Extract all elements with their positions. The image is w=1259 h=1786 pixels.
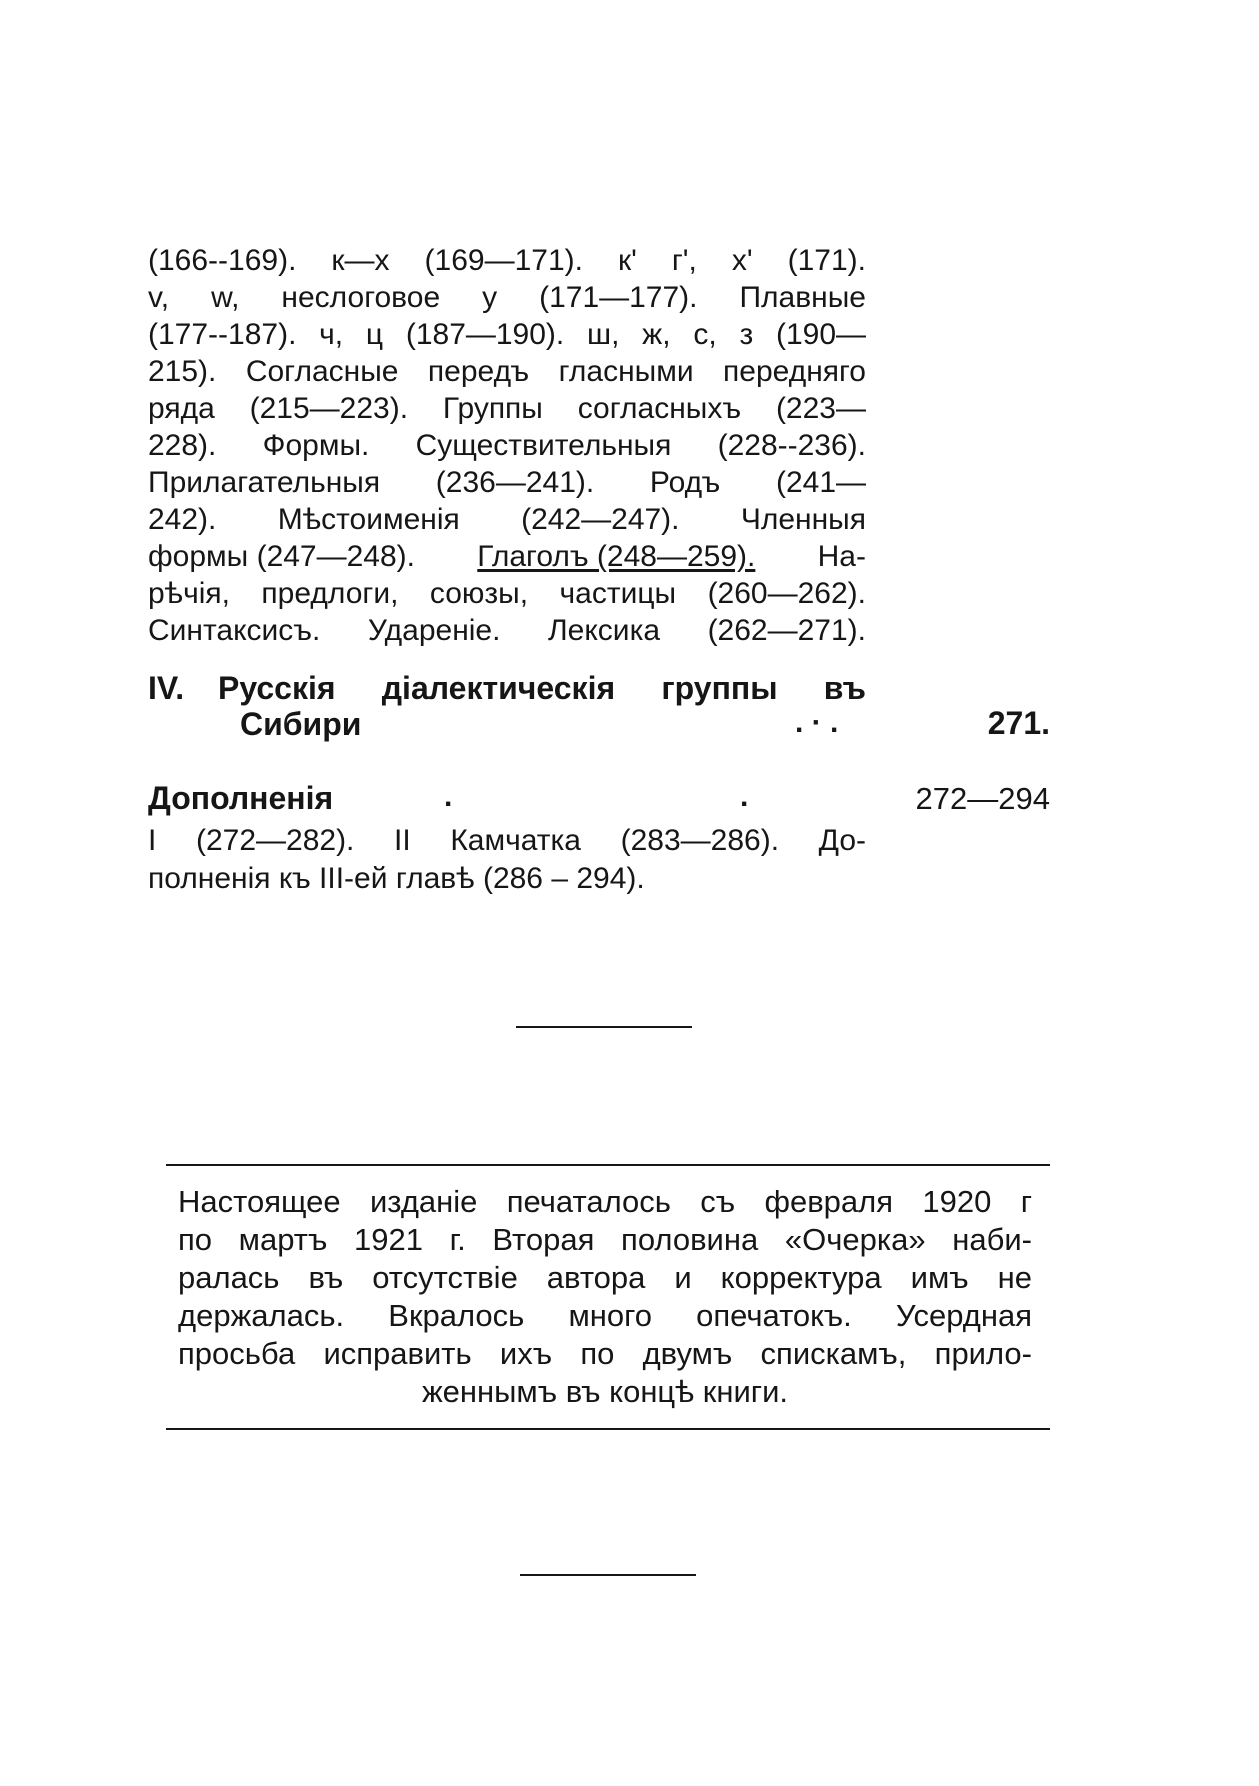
contents-line-9 <box>148 540 866 574</box>
note-line-2: по мартъ 1921 г. Вторая половина «Очерка» наби- <box>178 1222 1032 1257</box>
note-line-4: держалась. Вкралось много опечатокъ. Усердная <box>178 1298 1032 1333</box>
supplements-page-range: 272—294 <box>915 781 1050 816</box>
contents-line-7: Прилагательныя (236—241). Родъ (241— <box>148 466 866 499</box>
contents-line-2: v, w, неслоговое у (171—177). Плавные <box>148 281 866 314</box>
note-top-rule <box>166 1164 1050 1166</box>
contents-line-1: (166--169). к—х (169—171). к' г', х' (171). <box>148 244 866 277</box>
contents-text-adverbs: На- <box>817 540 866 573</box>
contents-line-8: 242). Мѣстоименія (242—247). Членныя <box>148 503 866 536</box>
contents-line-3: (177--187). ч, ц (187—190). ш, ж, с, з (190— <box>148 318 866 351</box>
supplements-leader-dot-1: . <box>444 780 453 813</box>
contents-line-6: 228). Формы. Существительныя (228--236). <box>148 429 866 462</box>
contents-text-forms: формы (247—248). <box>148 540 415 573</box>
supplements-title: Дополненія <box>148 780 334 816</box>
contents-line-11: Синтаксисъ. Удареніе. Лексика (262—271). <box>148 614 866 647</box>
supplements-leader-dot-2: . <box>740 780 749 813</box>
section-iv-title-line2: Сибири <box>240 706 362 742</box>
note-line-3: ралась въ отсутствіе автора и корректура имъ не <box>178 1260 1032 1295</box>
supplements-line-2: полненія къ III-ей главѣ (286 – 294). <box>148 862 645 895</box>
contents-line-4: 215). Согласные передъ гласными передняго <box>148 355 866 388</box>
short-separator-top <box>516 1026 692 1028</box>
section-iv-numeral: IV. <box>148 670 185 706</box>
note-line-5: просьба исправить ихъ по двумъ спискамъ, прило- <box>178 1336 1032 1371</box>
section-iv-dots: . · . <box>795 706 839 739</box>
contents-line-5: ряда (215—223). Группы согласныхъ (223— <box>148 392 866 425</box>
short-separator-bottom <box>520 1574 696 1576</box>
note-line-6: женнымъ въ концѣ книги. <box>421 1374 789 1409</box>
section-iv-page-number: 271. <box>987 705 1050 741</box>
contents-line-10: рѣчія, предлоги, союзы, частицы (260—262). <box>148 577 866 610</box>
section-iv-title-line1: Русскія діалектическія группы въ <box>218 670 866 706</box>
note-bottom-rule <box>166 1428 1050 1430</box>
note-line-1: Настоящее изданіе печаталось съ февраля 1920 г <box>178 1184 1032 1219</box>
contents-verb-link: Глаголъ (248—259). <box>477 540 756 573</box>
supplements-line-1: I (272—282). II Камчатка (283—286). До- <box>148 824 866 857</box>
